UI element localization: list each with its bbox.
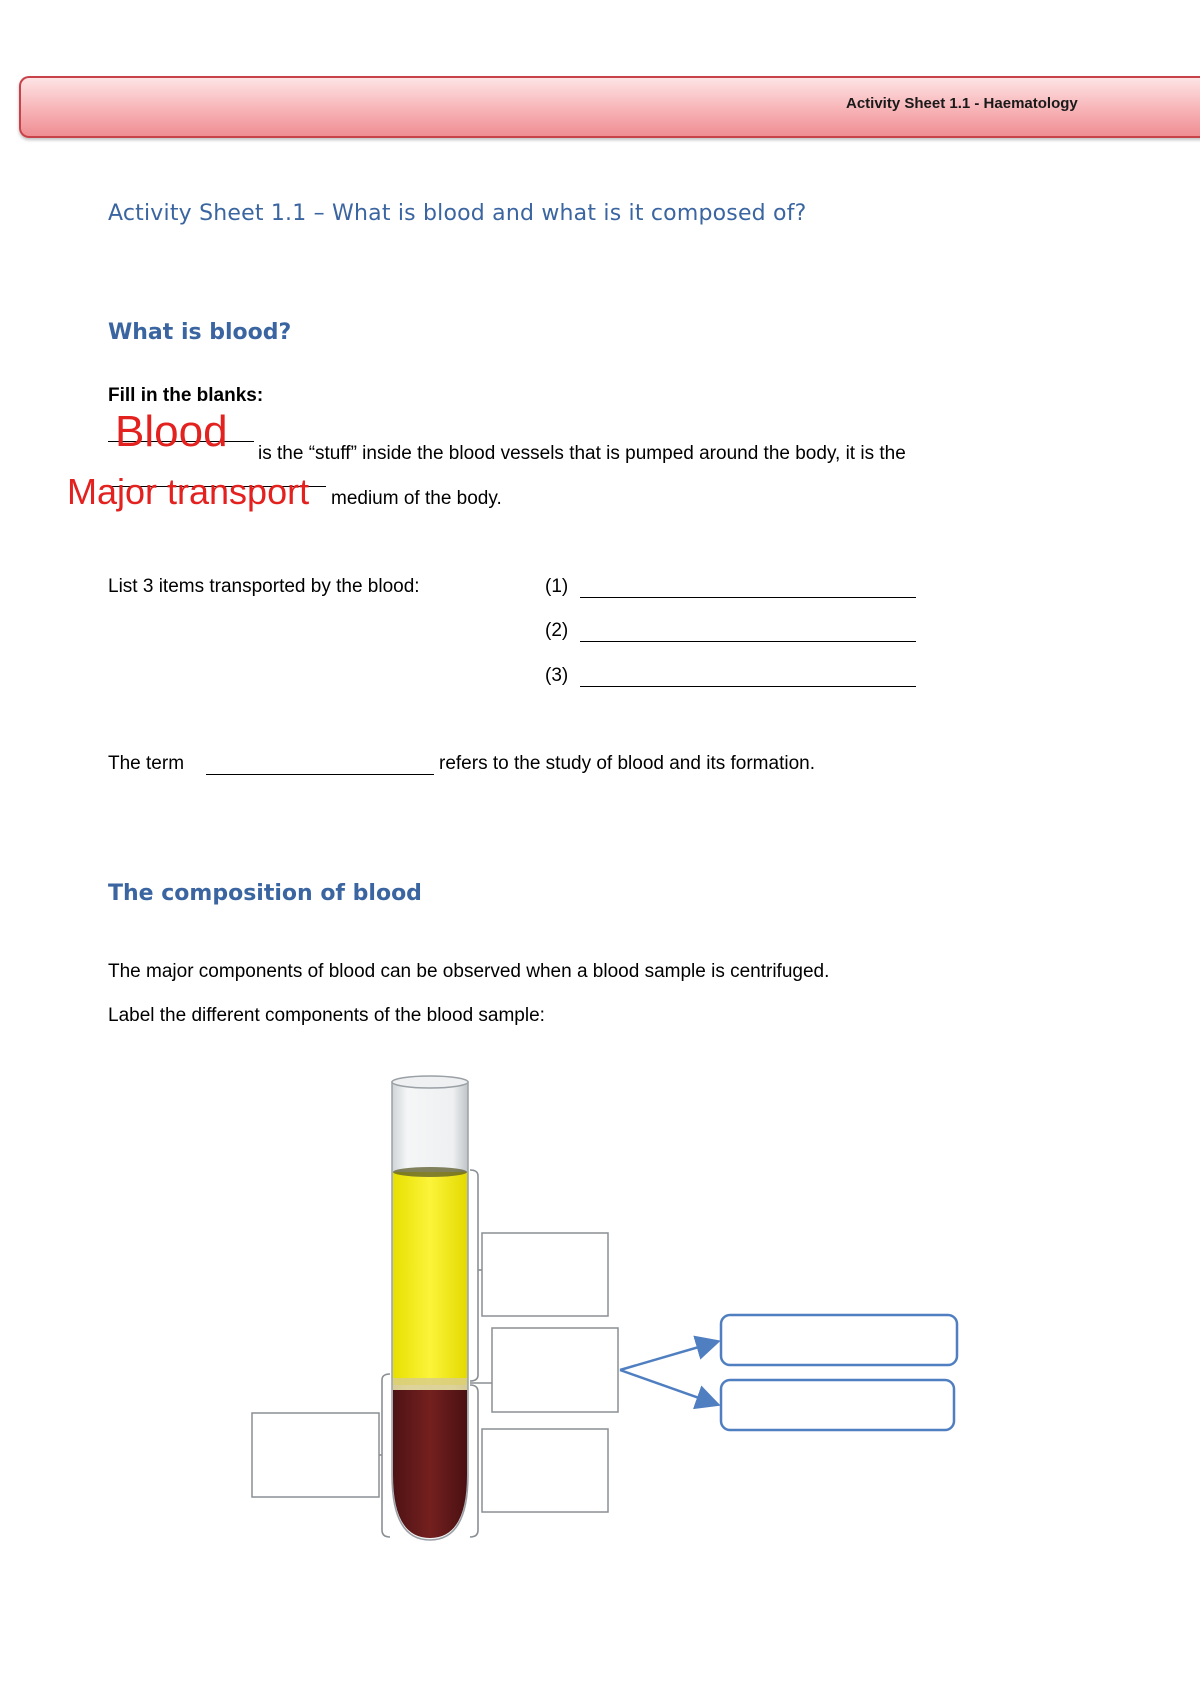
fill-in-label: Fill in the blanks: (108, 385, 264, 406)
arrow-down (620, 1370, 716, 1404)
list-item-2-number: (2) (545, 620, 569, 641)
tube-rim (392, 1076, 468, 1088)
handwritten-answer-1: Blood (115, 407, 228, 456)
arrow-up (620, 1342, 716, 1370)
sentence-1: is the “stuff” inside the blood vessels that is pumped around the body, it is the (258, 443, 906, 464)
bracket-red-cells (470, 1385, 478, 1537)
label-box-blue-2 (721, 1380, 954, 1430)
label-box-red-cells (482, 1429, 608, 1512)
plasma-surface (393, 1167, 467, 1177)
label-box-blue-1 (721, 1315, 957, 1365)
list-item-1-number: (1) (545, 576, 569, 597)
list-prompt: List 3 items transported by the blood: (108, 576, 420, 597)
header-title: Activity Sheet 1.1 - Haematology (846, 95, 1078, 112)
page-title: Activity Sheet 1.1 – What is blood and what is it composed of? (108, 201, 807, 226)
section-heading-what-is-blood: What is blood? (108, 320, 292, 345)
label-box-buffy-coat (492, 1328, 618, 1412)
section-heading-composition: The composition of blood (108, 881, 422, 906)
bracket-plasma (470, 1170, 478, 1381)
list-item-3-number: (3) (545, 665, 569, 686)
buffy-coat-layer (393, 1378, 467, 1392)
composition-line-1: The major components of blood can be observed when a blood sample is centrifuged. (108, 961, 830, 982)
label-box-plasma (482, 1233, 608, 1316)
term-suffix: refers to the study of blood and its formation. (439, 753, 815, 774)
bracket-formed-elements (382, 1374, 390, 1537)
red-cell-layer (393, 1390, 467, 1538)
plasma-layer (393, 1172, 467, 1385)
handwritten-answer-2: Major transport (67, 471, 310, 512)
composition-line-2: Label the different components of the blood sample: (108, 1005, 545, 1026)
term-prefix: The term (108, 753, 185, 774)
sentence-2: medium of the body. (331, 488, 502, 509)
label-box-formed (252, 1413, 379, 1497)
